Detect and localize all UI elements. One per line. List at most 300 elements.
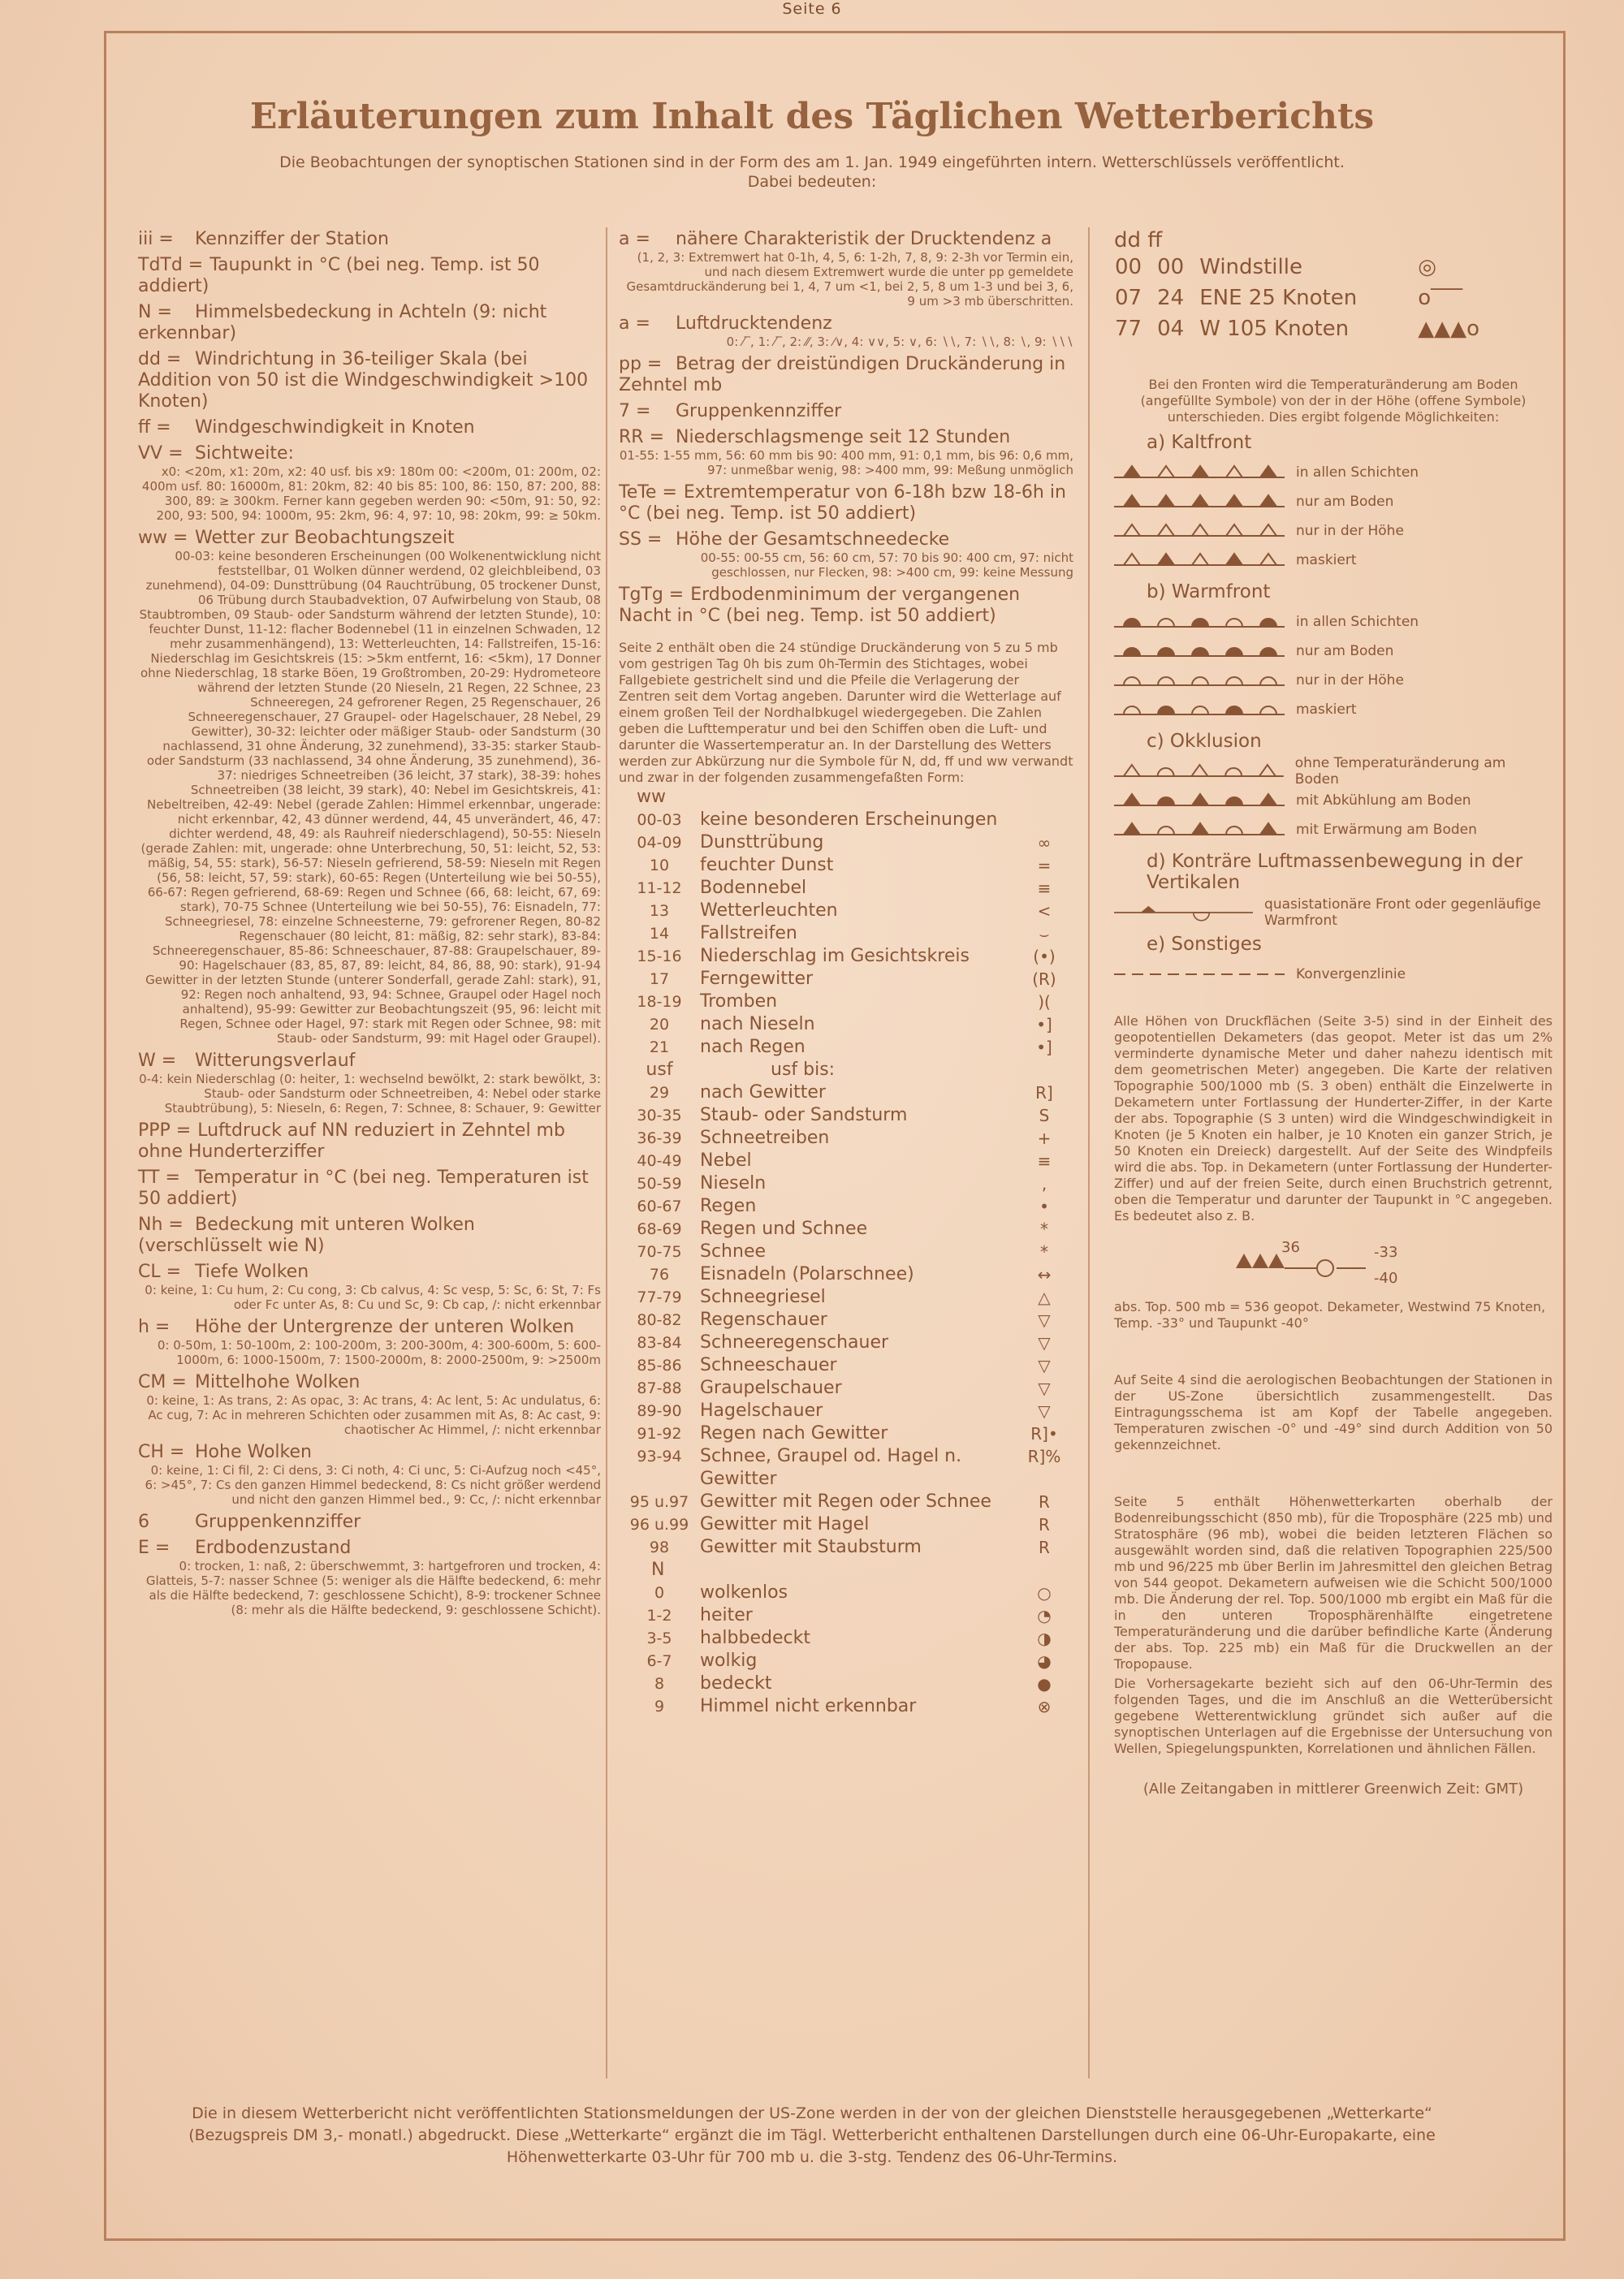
ww-table [619,809,1064,1059]
legend-label: Höhe der Untergrenze der unteren Wolken [195,1317,575,1337]
text-cell: Graupelschauer [700,1378,842,1398]
table-row [619,1422,1064,1445]
symbol-cell: ▽ [1038,1356,1051,1375]
hoehen-paragraph: Alle Höhen von Druckflächen (Seite 3-5) sind in der Einheit des geopotentiellen Dekameters (das geopot. Meter ist das um 2% verminderte dynamische Meter und daher nahezu identisch mit dem geometrischen Meter) angegeben. Die Karte der relativen Topographie 500/1000 mb (S. 3 oben) enthält die Einzelwerte in Dekametern unter Fortlassung der Hunderter-Ziffer, in der Karte der abs. Topographie (S 3 unten) wird die Windgeschwindigkeit in Knoten (je 5 Knoten ein halber, je 10 Knoten ein ganzer Strich, je 50 Knoten ein Dreieck) dargestellt. Auf der Seite des Windpfeils wird die abs. Top. in Dekametern (unter Fortlassung der Hunderter-Ziffer) und auf der freien Seite, durch einen Bruchstrich getrennt, oben die Temperatur und darunter der Taupunkt in °C angegeben. Es bedeutet also z. B. [1114,1013,1553,1224]
ff-cell: 00 [1157,255,1185,279]
table-row [619,1263,1064,1286]
table-row [619,1332,1064,1354]
example-top: 36 [1281,1239,1300,1256]
legend-label: Hohe Wolken [195,1442,312,1462]
legend-label: Betrag der dreistündigen Druckänderung in Zehntel mb [619,354,1066,395]
legend-desc: x0: <20m, x1: 20m, x2: 40 usf. bis x9: 180m 00: <200m, 01: 200m, 02: 400m usf. 80: 16000m, 81: 20km, 82: 40 bis 85: 100, 86: 150, 87: 200, 88: 300, 89: ≥ 300km. Ferner kann gegeben werden 90: <50m, 91: 50, 92: 200, 93: 500, 94: 1000m, 95: 2km, 96: 4, 97: 10, 98: 20km, 99: ≥ 50km. [141,464,601,523]
symbol-cell: ◕ [1037,1651,1052,1671]
legend-key: iii = [138,229,174,249]
text-cell: Schneegriesel [700,1287,826,1307]
symbol-cell: o‾‾‾ [1418,286,1463,310]
table-row [619,1513,1064,1536]
legend-desc: (1, 2, 3: Extremwert hat 0-1h, 4, 5, 6: 1-2h, 7, 8, 9: 2-3h vor Termin ein, und nach diesem Extremwert wurde die unter pp gemeldete Gesamtdruckänderung bei 1, 4, 7 um <1, bei 2, 5, 8 um 1-3 und bei 3, 6, 9 um >3 mb überschritten. [626,250,1073,309]
subtitle-line-1: Die Beobachtungen der synoptischen Stationen sind in der Form des am 1. Jan. 1949 eingeführten intern. Wetterschlüssels veröffentlicht. [279,153,1345,171]
text-cell: Schnee, Graupel od. Hagel n. Gewitter [700,1446,962,1489]
text-cell: Regen nach Gewitter [700,1423,888,1444]
text-cell: nach Regen [700,1037,806,1057]
legend-label: Taupunkt in °C (bei neg. Temp. ist 50 addiert) [138,255,540,296]
legend-desc: 0: 0-50m, 1: 50-100m, 2: 100-200m, 3: 200-300m, 4: 300-600m, 5: 600-1000m, 6: 1000-1500m, 7: 1500-2000m, 8: 2000-2500m, 9: >2500m [157,1338,601,1367]
legend-entry [619,401,1073,422]
text-cell: Wetterleuchten [700,900,838,921]
warm-symbol [1114,671,1285,690]
legend-key-line [138,1317,601,1338]
text-cell: Gewitter mit Hagel [700,1514,870,1534]
text-cell: nach Gewitter [700,1082,826,1103]
text-cell: nach Nieseln [700,1014,815,1034]
table-row [619,1286,1064,1309]
front-row [1114,487,1553,516]
legend-key: Nh = [138,1215,184,1235]
text-cell: Regen [700,1196,757,1216]
table-row [619,1354,1064,1377]
symbol-cell: + [1037,1129,1052,1148]
legend-key-line [138,417,601,438]
table-row [1114,283,1494,313]
legend-key-line [619,401,1073,422]
code-cell: 80-82 [637,1311,682,1329]
text-cell: heiter [700,1605,753,1625]
legend-entry [138,1512,601,1533]
code-cell: 77-79 [637,1288,682,1306]
legend-key: CM = [138,1372,187,1392]
legend-label: Himmelsbedeckung in Achteln (9: nicht erkennbar) [138,302,547,343]
text-cell: bedeckt [700,1673,772,1694]
legend-key: TT = [138,1168,180,1188]
okkl-symbol [1114,820,1285,840]
zeit-note: (Alle Zeitangaben in mittlerer Greenwich Zeit: GMT) [1142,1780,1524,1798]
symbol-cell: * [1040,1242,1048,1262]
symbol-cell: ▽ [1038,1310,1051,1330]
column-right [1114,229,1553,1798]
legend-label: Gruppenkennziffer [195,1512,361,1532]
table-row [619,1218,1064,1241]
text-cell: Bodennebel [700,878,807,898]
front-label: nur in der Höhe [1296,523,1404,539]
legend-entry [138,1215,601,1257]
front-row [1114,607,1553,637]
code-cell: 8 [654,1675,665,1693]
code-cell: 18-19 [637,993,682,1011]
example-taupunkt: -40 [1374,1270,1398,1287]
code-cell: 20 [649,1016,670,1034]
symbol-cell: ≡ [1037,1151,1052,1171]
n-table [619,1582,1064,1718]
text-cell: Eisnadeln (Polarschnee) [700,1264,914,1284]
code-cell: 95 u.97 [629,1493,689,1511]
table-row [619,831,1064,854]
symbol-cell: ▽ [1038,1401,1051,1421]
legend-entry [138,1317,601,1367]
code-cell: 0 [654,1584,665,1602]
legend-label: Erdbodenzustand [195,1538,352,1558]
ww-table-2 [619,1081,1064,1559]
legend-entry [138,349,601,412]
okkl-symbol [1114,791,1285,810]
legend-key-line [619,482,1073,524]
sonstiges-title: e) Sonstiges [1147,934,1262,955]
code-cell: 14 [649,925,670,943]
legend-desc: 00-55: 00-55 cm, 56: 60 cm, 57: 70 bis 90: 400 cm, 97: nicht geschlossen, nur Flecken, 98: >400 cm, 99: keine Messung [700,550,1073,580]
legend-entry [138,443,601,523]
text-cell: Fallstreifen [700,923,797,943]
dd-header: dd ff [1114,228,1163,253]
symbol-cell: •] [1036,1038,1052,1057]
dd-table [1114,252,1494,344]
legend-label: Niederschlagsmenge seit 12 Stunden [676,427,1011,447]
warmfront-title: b) Warmfront [1147,581,1271,602]
legend-key: ff = [138,417,171,438]
front-label: in allen Schichten [1296,614,1419,630]
legend-entry [619,354,1073,396]
table-row [619,1650,1064,1673]
warm-symbol [1114,612,1285,632]
legend-label: Mittelhohe Wolken [195,1372,361,1392]
symbol-cell: ▽ [1038,1379,1051,1398]
legend-label: Gruppenkennziffer [676,401,842,421]
warm-symbol [1114,700,1285,719]
legend-key-line [138,1262,601,1283]
kaltfront-title: a) Kaltfront [1147,432,1252,453]
table-row [619,945,1064,968]
legend-key-line [138,1051,601,1072]
column-separator [606,227,607,2078]
legend-key-line [138,255,601,297]
text-cell: Schnee [700,1241,767,1262]
code-cell: 40-49 [637,1152,682,1170]
table-row [619,1195,1064,1218]
front-label: maskiert [1296,552,1357,568]
legend-key-line [138,229,601,250]
symbol-cell: R]• [1030,1424,1058,1444]
code-cell: 9 [654,1698,665,1716]
code-cell: 21 [649,1038,670,1056]
legend-entry [138,417,601,438]
legend-key: E = [138,1538,171,1558]
legend-key: ww = [138,528,188,548]
legend-key: 7 = [619,401,651,421]
text-cell: keine besonderen Erscheinungen [700,809,998,830]
symbol-cell: = [1037,856,1052,875]
symbol-cell: S [1039,1106,1050,1125]
legend-key-line [138,1372,601,1393]
code-cell: 68-69 [637,1220,682,1238]
okkl-symbol [1114,762,1284,781]
front-label: nur am Boden [1296,643,1394,659]
seite5-paragraph: Seite 5 enthält Höhenwetterkarten oberhalb der Bodenreibungsschicht (850 mb), für die Troposphäre (225 mb) und Stratosphäre (96 mb), wobei die beiden letzteren Flächen so ausgewählt worden sind, daß die relativen Topographien 225/500 mb und 96/225 mb über Berlin im Jahresmittel den gleichen Betrag von 544 geopot. Dekametern aufweisen wie die Schicht 500/1000 mb. Die Änderung der rel. Top. 500/1000 mb ergibt ein Maß für die in den unteren Troposphärenhälfte eingetretene Temperaturänderung und die darüber befindliche Karte (Änderung der abs. Top. 225 mb) ein Maß für die Druckwellen an der Tropopause. [1114,1494,1553,1672]
text-cell: Tromben [700,991,778,1012]
warm-symbol [1114,641,1285,661]
table-row [619,854,1064,877]
table-row [619,1127,1064,1150]
table-row [619,1309,1064,1332]
usf-header [619,1059,1073,1081]
text-cell: Ferngewitter [700,969,814,989]
symbol-cell: ● [1037,1674,1052,1694]
legend-key-line [138,1168,601,1210]
legend-label: Luftdruck auf NN reduziert in Zehntel mb ohne Hunderterziffer [138,1120,565,1162]
front-row [1114,815,1553,844]
text-cell: wolkenlos [700,1582,788,1603]
legend-label: Temperatur in °C (bei neg. Temperaturen ist 50 addiert) [138,1168,589,1209]
code-cell: 6-7 [646,1652,672,1670]
code-cell: 3-5 [646,1629,672,1647]
text-cell: Windstille [1199,255,1302,279]
symbol-cell: ⌣ [1039,924,1050,943]
text-cell: Regenschauer [700,1310,827,1330]
legend-desc: 0: trocken, 1: naß, 2: überschwemmt, 3: hartgefroren und trocken, 4: Glatteis, 5-7: nasser Schnee (5: weniger als die Hälfte bedeckend, 6: mehr als die Hälfte bedeckend, 7: geschlossene Schicht), 8-9: trockener Schnee (8: mehr als die Hälfte bedeckend, 9: geschlossene Schicht). [145,1559,601,1617]
legend-entry [619,482,1073,524]
text-cell: Staub- oder Sandsturm [700,1105,908,1125]
table-row [619,1172,1064,1195]
konvergenz-symbol [1114,965,1285,984]
text-cell: Hagelschauer [700,1401,823,1421]
table-row [619,922,1064,945]
front-label: mit Abkühlung am Boden [1296,792,1471,809]
legend-label: Witterungsverlauf [195,1051,356,1071]
legend-entry [619,313,1073,349]
col2-entries [619,229,1073,627]
code-cell: 96 u.99 [629,1516,689,1534]
text-cell: Niederschlag im Gesichtskreis [700,946,970,966]
text-cell: ENE 25 Knoten [1199,286,1358,310]
table-row [619,1104,1064,1127]
table-row [619,1013,1064,1036]
page-number: Seite 6 [782,0,842,18]
dd-cell: 07 [1115,286,1142,310]
legend-key-line [138,1512,601,1533]
code-cell: 29 [649,1084,670,1102]
text-cell: Nieseln [700,1173,767,1193]
legend-label: Bedeckung mit unteren Wolken (verschlüsselt wie N) [138,1215,475,1256]
table-row [619,1627,1064,1650]
legend-entry [138,229,601,250]
code-cell: 89-90 [637,1402,682,1420]
legend-key: CL = [138,1262,182,1282]
code-cell: 04-09 [637,834,682,852]
symbol-cell: ▽ [1038,1333,1051,1353]
symbol-cell: R [1039,1515,1050,1534]
code-cell: 00-03 [637,811,682,829]
code-cell: 17 [649,970,670,988]
front-label: in allen Schichten [1296,464,1419,481]
legend-key-line [619,529,1073,550]
legend-key: h = [138,1317,171,1337]
legend-label: Windrichtung in 36-teiliger Skala (bei Addition von 50 ist die Windgeschwindigkeit >100 Knoten) [138,349,589,412]
kontraer-row [1114,898,1553,927]
symbol-cell [1025,809,1064,831]
legend-key-line [619,427,1073,448]
legend-key-line [619,354,1073,396]
kalt-symbol [1114,463,1285,482]
text-cell: Gewitter mit Regen oder Schnee [700,1491,991,1512]
symbol-cell: • [1039,1197,1049,1216]
code-cell: 11-12 [637,879,682,897]
symbol-cell: •] [1036,1015,1052,1034]
legend-entry [619,427,1073,477]
seite2-paragraph: Seite 2 enthält oben die 24 stündige Druckänderung von 5 zu 5 mb vom gestrigen Tag 0h bis zum 0h-Termin des Stichtages, wobei Fallgebiete gestrichelt sind und die Pfeile die Verlagerung der Zentren seit dem Vortag angeben. Darunter wird die Wetterlage auf einem großen Teil der Nordhalbkugel wiedergegeben. Die Zahlen geben die Lufttemperatur und bei den Schiffen oben die Luft- und darunter die Wassertemperatur an. In der Darstellung des Wetters werden zur Abkürzung nur die Symbole für N, dd, ff und ww verwandt und zwar in der folgenden zusammengefaßten Form: [619,640,1073,785]
legend-key-line [619,313,1073,335]
legend-entry [619,585,1073,627]
code-cell: 85-86 [637,1357,682,1375]
front-label: ohne Temperaturänderung am Boden [1294,755,1506,788]
legend-entry [138,1262,601,1312]
code-cell: 60-67 [637,1198,682,1215]
code-cell: 87-88 [637,1379,682,1397]
legend-key: a = [619,313,650,334]
table-row [619,1150,1064,1172]
legend-key-line [138,349,601,412]
code-cell: 70-75 [637,1243,682,1261]
legend-label: Sichtweite: [195,443,294,464]
legend-label: Windgeschwindigkeit in Knoten [195,417,475,438]
text-cell: Gewitter mit Staubsturm [700,1537,922,1557]
table-row [619,1377,1064,1400]
table-row [1114,252,1494,283]
text-cell: halbbedeckt [700,1628,810,1648]
table-row [619,1536,1064,1559]
kalt-symbol [1114,492,1285,511]
legend-desc: 0-4: kein Niederschlag (0: heiter, 1: wechselnd bewölkt, 2: stark bewölkt, 3: Staub- oder Sandsturm oder Schneetreiben, 4: Nebel oder starke Staubtrübung), 5: Nieseln, 6: Regen, 7: Schnee, 8: Schauer, 9: Gewitter [139,1072,601,1116]
legend-key-line [138,443,601,464]
text-cell: Regen und Schnee [700,1219,868,1239]
warmfront-list [1114,607,1553,724]
legend-label: Erdbodenminimum der vergangenen Nacht in °C (bei neg. Temp. ist 50 addiert) [619,585,1021,626]
text-cell: Schneetreiben [700,1128,830,1148]
legend-key: TgTg = [619,585,685,605]
kalt-symbol [1114,550,1285,570]
legend-label: Kennziffer der Station [195,229,389,249]
legend-key: RR = [619,427,664,447]
legend-entry [619,529,1073,580]
front-row [1114,516,1553,546]
sonstiges-text: Konvergenzlinie [1296,966,1406,982]
text-cell: Dunsttrübung [700,832,824,852]
example-text: abs. Top. 500 mb = 536 geopot. Dekameter, Westwind 75 Knoten, Temp. -33° und Taupunkt -40° [1114,1299,1546,1331]
symbol-cell: △ [1038,1288,1051,1307]
code-cell: 1-2 [646,1607,672,1625]
front-row [1114,666,1553,695]
legend-entry [138,1051,601,1116]
kalt-symbol [1114,521,1285,541]
okklusion-title: c) Okklusion [1147,731,1262,752]
table-row [619,1695,1064,1718]
symbol-cell: ◔ [1037,1606,1052,1625]
table-row [619,968,1064,991]
front-row [1114,757,1553,786]
symbol-cell: ▲▲▲o [1418,317,1480,341]
usf-left: usf [646,1060,673,1080]
table-row [619,809,1064,831]
footer-note: Die in diesem Wetterbericht nicht veröffentlichten Stationsmeldungen der US-Zone werden in der von der gleichen Dienststelle herausgegebenen „Wetterkarte“ (Bezugspreis DM 3,- monatl.) abgedruckt. Diese „Wetterkarte“ ergänzt die im Tägl. Wetterbericht enthaltenen Darstellungen durch eine 06-Uhr-Europakarte, eine Höhenwetterkarte 03-Uhr für 700 mb u. die 3-stg. Tendenz des 06-Uhr-Termins. [188,2104,1436,2166]
table-row [619,991,1064,1013]
kontraer-title: d) Konträre Luftmassenbewegung in der Vertikalen [1147,851,1523,893]
okklusion-list [1114,757,1553,844]
front-label: nur am Boden [1296,494,1394,510]
symbol-cell: R]% [1027,1447,1061,1466]
table-row [619,1400,1064,1422]
legend-key-line [138,1442,601,1463]
front-label: maskiert [1296,701,1357,718]
text-cell: Schneeregenschauer [700,1332,889,1353]
front-row [1114,546,1553,575]
symbol-cell: ≡ [1037,878,1052,898]
table-row [619,1491,1064,1513]
legend-entry [138,528,601,1046]
symbol-cell: ◑ [1037,1629,1052,1648]
symbol-cell: )( [1038,992,1051,1012]
table-row [619,1036,1064,1059]
front-label: nur in der Höhe [1296,672,1404,688]
text-cell: Schneeschauer [700,1355,837,1375]
code-cell: 15-16 [637,947,682,965]
legend-key: TdTd = [138,255,204,275]
symbol-cell: < [1037,901,1052,921]
page-title: Erläuterungen zum Inhalt des Täglichen Wetterberichts [249,96,1375,137]
column-separator [1088,227,1090,2078]
text-cell: W 105 Knoten [1199,317,1350,341]
symbol-cell: ◎ [1418,255,1436,279]
dd-cell: 00 [1115,255,1142,279]
code-cell: 30-35 [637,1107,682,1124]
kontraer-text: quasistationäre Front oder gegenläufige Warmfront [1264,896,1541,929]
subtitle [0,153,1624,192]
legend-label: nähere Charakteristik der Drucktendenz a [676,229,1052,249]
legend-key: pp = [619,354,663,374]
legend-entry [138,1538,601,1617]
symbol-cell: ∞ [1037,833,1052,852]
symbol-cell: , [1041,1174,1047,1193]
code-cell: 76 [649,1266,670,1284]
text-cell: feuchter Dunst [700,855,834,875]
column-middle [619,229,1073,1718]
legend-entry [138,302,601,344]
legend-key-line [138,1215,601,1257]
legend-key-line [619,585,1073,627]
legend-desc: 00-03: keine besonderen Erscheinungen (00 Wolkenentwicklung nicht feststellbar, 01 Wolken dünner werdend, 02 gleichbleibend, 03 zunehmend), 04-09: Dunsttrübung (04 Rauchtrübung, 05 trockener Dunst, 06 Trübung durch Staubadvektion, 07 Aufwirbelung von Staub, 08 Staubtromben, 09 Staub- oder Sandsturm während der letzten Stunde), 10: feuchter Dunst, 11-12: flacher Bodennebel (11 in einzelnen Schwaden, 12 mehr zusammenhängend), 13: Wetterleuchten, 14: Fallstreifen, 15-16: Niederschlag im Gesichtskreis (15: >5km entfernt, 16: <5km), 17 Donner ohne Niederschlag, 18 starke Böen, 19 Großtromben, 20-29: Hydrometeore während der letzten Stunde (20 Nieseln, 21 Regen, 22 Schnee, 23 Schneeregen, 24 gefrorener Regen, 25 Regenschauer, 26 Schneeregenschauer, 27 Graupel- oder Hagelschauer, 28 Nebel, 29 Gewitter), 30-32: leichter oder mäßiger Staub- oder Sandsturm (30 nachlassend, 31 ohne Änderung, 32 zunehmend), 33-35: starker Staub- oder Sandsturm (33 nachlassend, 34 ohne Änderung, 35 zunehmend), 36-37: niedriges Schneetreiben (36 leicht, 37 stark), 38-39: hohes Schneetreiben (38 leicht, 39 stark), 40: Nebel im Gesichtskreis, 41: Nebeltreiben, 42-49: Nebel (gerade Zahlen: Himmel erkennbar, ungerade: nicht erkennbar, 42, 43 dünner werdend, 44, 45 unverändert, 46, 47: dichter werdend, 48, 49: als Rauhreif niederschlagend), 50-55: Nieseln (gerade Zahlen: mit, ungerade: ohne Unterbrechung, 50, 51: leicht, 52, 53: mäßig, 54, 55: stark), 56-57: Nieseln gefrierend, 58-59: Nieseln mit Regen (56, 58: leicht, 57, 59: stark), 60-65: Regen (Unterteilung wie bei 50-55), 66-67: Regen gefrierend, 68-69: Regen und Schnee (66, 68: leicht, 67, 69: stark), 70-75 Schnee (Unterteilung wie bei 50-55), 76: Eisnadeln, 77: Schneegriesel, 78: einzelne Schneesterne, 79: gefrorener Regen, 80-82 Regenschauer (80 leicht, 81: mäßig, 82: sehr stark), 83-84: Schneeregenschauer, 85-86: Schneeschauer, 87-88: Graupelschauer, 89-90: Hagelschauer (83, 85, 87, 89: leicht, 84, 86, 88, 90: stark), 91-94 Gewitter in der letzten Stunde (unterer Sonderfall, gerade Zahl: stark), 91, 92: Regen noch anhaltend, 93, 94: Schnee, Graupel oder Hagel noch anhaltend), 95-99: Gewitter zur Beobachtungszeit (95, 96: leicht mit Regen, Schnee oder Hagel, 97: stark mit Regen oder Schnee, 98: mit Staub- oder Sandsturm, 99: mit Hagel oder Graupel). [139,549,601,1046]
sonstiges-row [1114,960,1553,989]
code-cell: 50-59 [637,1175,682,1193]
table-row [1114,313,1494,344]
legend-key-line [619,229,1073,250]
legend-entry [138,1168,601,1210]
legend-key: SS = [619,529,663,550]
front-row [1114,695,1553,724]
front-row [1114,458,1553,487]
n-header: N [651,1560,665,1580]
table-row [619,877,1064,900]
legend-entry [138,1120,601,1163]
legend-key: PPP = [138,1120,192,1141]
table-row [619,1081,1064,1104]
code-cell: 98 [649,1539,670,1556]
fronts-intro: Bei den Fronten wird die Temperaturänderung am Boden (angefüllte Symbole) von der in der Höhe (offene Symbole) unterschieden. Dies ergibt folgende Möglichkeiten: [1140,377,1527,425]
legend-desc: 01-55: 1-55 mm, 56: 60 mm bis 90: 400 mm, 91: 0,1 mm, bis 96: 0,6 mm, 97: unmeßbar wenig, 98: >400 mm, 99: Meßung unmöglich [619,448,1073,477]
legend-desc: 0: keine, 1: Cu hum, 2: Cu cong, 3: Cb calvus, 4: Sc vesp, 5: Sc, 6: St, 7: Fs oder Fc unter As, 8: Cu und Sc, 9: Cb cap, /: nicht erkennbar [145,1283,601,1312]
table-row [619,1604,1064,1627]
legend-label: Tiefe Wolken [195,1262,309,1282]
code-cell: 10 [649,857,670,874]
symbol-cell: (R) [1032,969,1056,989]
legend-key-line [138,1120,601,1163]
ff-cell: 24 [1157,286,1185,310]
ww-header: ww [637,787,666,807]
example-station [1114,1236,1553,1293]
